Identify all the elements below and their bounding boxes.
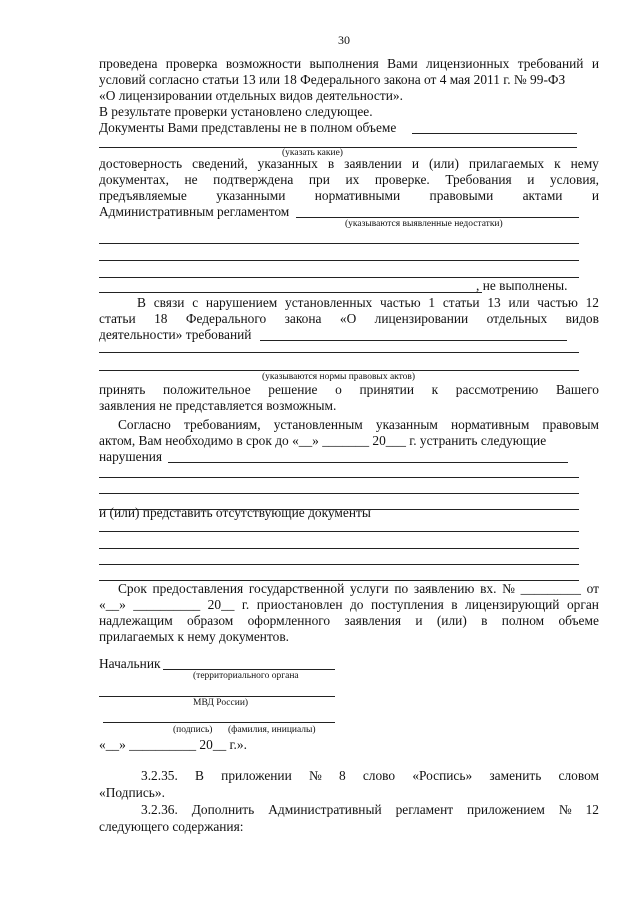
blank-line xyxy=(99,260,579,261)
blank-line xyxy=(99,493,579,494)
blank-line xyxy=(99,243,579,244)
requirements-line-3: нарушения xyxy=(99,449,163,464)
blank-line xyxy=(99,477,579,478)
violation-line-2: статьи 18 Федерального закона «О лицензировании отдельных видов xyxy=(99,311,599,326)
suspension-line-3: надлежащим образом оформленного заявления и (или) в полном объеме xyxy=(99,613,599,628)
reliability-line-1: достоверность сведений, указанных в заявлении и (или) прилагаемых к нему xyxy=(99,156,599,171)
not-fulfilled-text: , не выполнены. xyxy=(476,278,568,293)
suspension-line-4: прилагаемых к нему документов. xyxy=(99,629,289,644)
violation-line-1: В связи с нарушением установленных частью 1 статьи 13 или частью 12 xyxy=(137,295,599,310)
blank-line xyxy=(296,217,579,218)
hint-signature: (подпись) xyxy=(173,725,213,735)
blank-line xyxy=(99,531,579,532)
hint-legal-norms: (указываются нормы правовых актов) xyxy=(262,372,416,382)
clause-3-2-36-line-2: следующего содержания: xyxy=(99,819,244,834)
blank-line xyxy=(412,133,577,134)
blank-line xyxy=(99,352,579,353)
reliability-line-4: Административным регламентом xyxy=(99,204,290,219)
clause-3-2-35-line-2: «Подпись». xyxy=(99,785,165,800)
signature-date: «__» __________ 20__ г.». xyxy=(99,737,247,752)
intro-line-1: проведена проверка возможности выполнения Вами лицензионных требований и xyxy=(99,56,599,71)
clause-3-2-36-line-1: 3.2.36. Дополнить Административный регламент приложением № 12 xyxy=(141,802,599,817)
blank-line xyxy=(99,564,579,565)
hint-deficiencies: (указываются выявленные недостатки) xyxy=(345,219,503,229)
blank-line xyxy=(103,722,335,723)
requirements-line-4: и (или) представить отсутствующие документы xyxy=(99,505,371,520)
suspension-line-2: «__» __________ 20__ г. приостановлен до поступления в лицензирующий орган xyxy=(99,597,599,612)
hint-specify-which: (указать какие) xyxy=(282,148,343,158)
blank-line xyxy=(99,696,335,697)
reliability-line-3: предъявляемые указанными нормативными правовыми актами и xyxy=(99,188,599,203)
reliability-line-2: документах, не подтверждена при их проверке. Требования и условия, xyxy=(99,172,599,187)
head-label: Начальник xyxy=(99,656,161,671)
clause-3-2-35-line-1: 3.2.35. В приложении № 8 слово «Роспись» заменить словом xyxy=(141,768,599,783)
requirements-line-1: Согласно требованиям, установленным указанным нормативным правовым xyxy=(118,417,599,432)
blank-line xyxy=(168,462,568,463)
violation-line-3: деятельности» требований xyxy=(99,327,252,342)
blank-line xyxy=(260,340,567,341)
hint-mvd: МВД России) xyxy=(193,698,249,708)
blank-line xyxy=(99,548,579,549)
blank-line xyxy=(163,669,335,670)
page-number: 30 xyxy=(338,33,350,47)
intro-line-5: Документы Вами представлены не в полном объеме xyxy=(99,120,397,135)
intro-line-4: В результате проверки установлено следующее. xyxy=(99,104,373,119)
intro-line-3: «О лицензировании отдельных видов деятельности». xyxy=(99,88,403,103)
violation-line-5: заявления не представляется возможным. xyxy=(99,398,337,413)
hint-territorial-body: (территориального органа xyxy=(193,671,299,681)
requirements-line-2: актом, Вам необходимо в срок до «__» _______ 20___ г. устранить следующие xyxy=(99,433,547,448)
blank-line xyxy=(99,292,482,293)
blank-line xyxy=(99,370,579,371)
violation-line-4: принять положительное решение о принятии к рассмотрению Вашего xyxy=(99,382,599,397)
intro-line-2: условий согласно статьи 13 или 18 Федерального закона от 4 мая 2011 г. № 99-ФЗ xyxy=(99,72,566,87)
hint-full-name: (фамилия, инициалы) xyxy=(228,725,316,735)
suspension-line-1: Срок предоставления государственной услуги по заявлению вх. № _________ от xyxy=(118,581,599,596)
